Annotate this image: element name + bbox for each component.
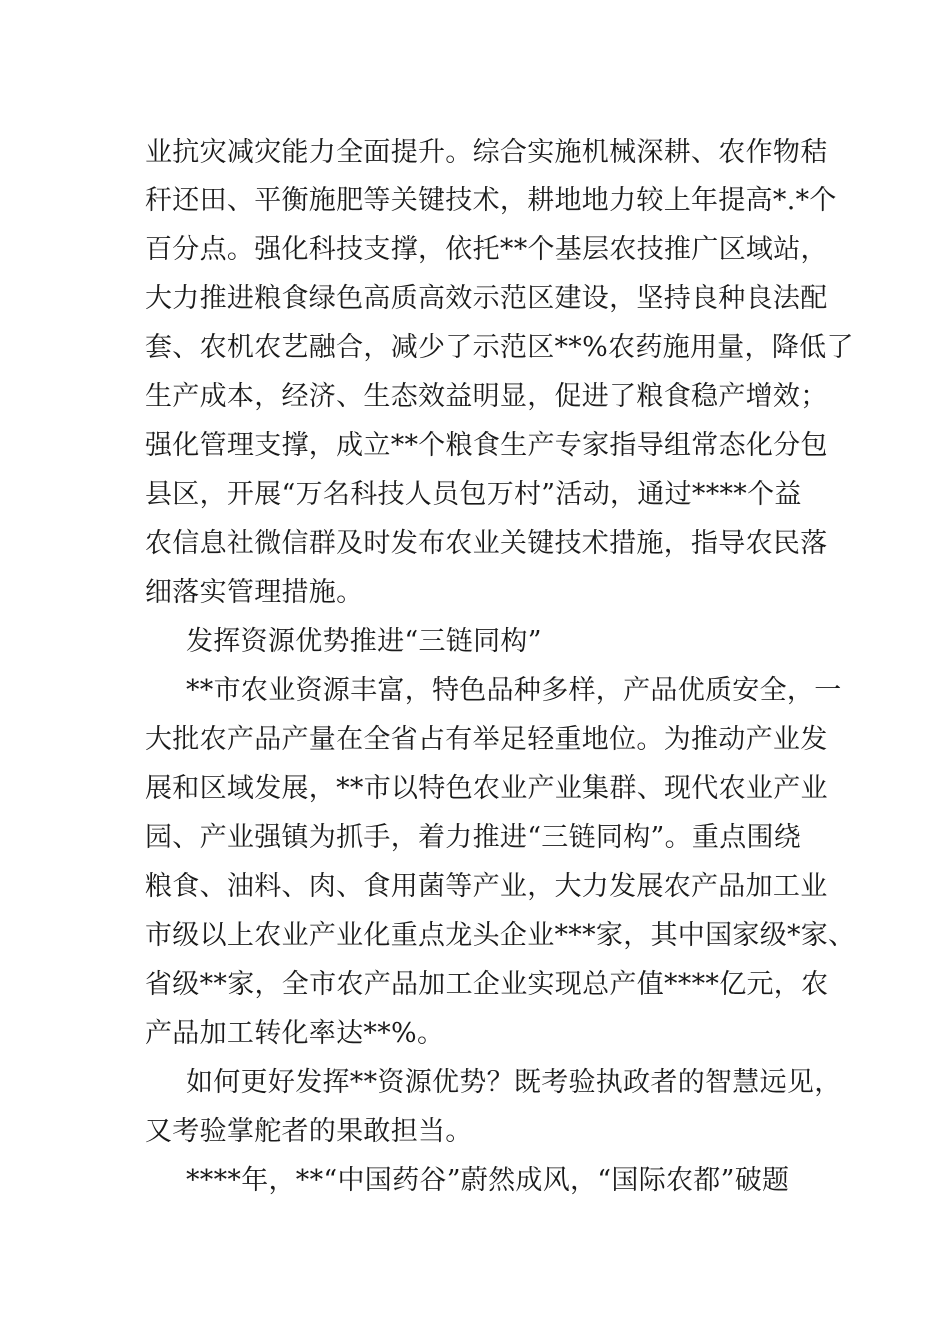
text-line: 如何更好发挥**资源优势？既考验执政者的智慧远见， <box>186 1067 842 1098</box>
text-line: **市农业资源丰富，特色品种多样，产品优质安全，一 <box>186 675 842 706</box>
text-line: 农信息社微信群及时发布农业关键技术措施，指导农民落 <box>145 528 828 559</box>
text-line: 生产成本，经济、生态效益明显，促进了粮食稳产增效； <box>145 381 828 412</box>
text-line: 秆还田、平衡施肥等关键技术，耕地地力较上年提高*.*个 <box>145 185 837 216</box>
text-line: 产品加工转化率达**%。 <box>145 1018 445 1049</box>
text-line: 市级以上农业产业化重点龙头企业***家，其中国家级*家、 <box>145 920 856 951</box>
text-line: 县区，开展“万名科技人员包万村”活动，通过****个益 <box>145 479 802 510</box>
text-line: 强化管理支撑，成立**个粮食生产专家指导组常态化分包 <box>145 430 828 461</box>
section-heading: 发挥资源优势推进“三链同构” <box>186 626 542 657</box>
text-line: 园、产业强镇为抓手，着力推进“三链同构”。重点围绕 <box>145 822 802 853</box>
text-line: ****年，**“中国药谷”蔚然成风，“国际农都”破题 <box>186 1165 790 1196</box>
text-line: 业抗灾减灾能力全面提升。综合实施机械深耕、农作物秸 <box>145 137 828 168</box>
text-line: 粮食、油料、肉、食用菌等产业，大力发展农产品加工业 <box>145 871 828 902</box>
text-line: 又考验掌舵者的果敢担当。 <box>145 1116 473 1147</box>
text-line: 大批农产品产量在全省占有举足轻重地位。为推动产业发 <box>145 724 828 755</box>
text-line: 大力推进粮食绿色高质高效示范区建设，坚持良种良法配 <box>145 283 828 314</box>
text-line: 省级**家，全市农产品加工企业实现总产值****亿元，农 <box>145 969 829 1000</box>
text-line: 百分点。强化科技支撑，依托**个基层农技推广区域站， <box>145 234 828 265</box>
text-line: 套、农机农艺融合，减少了示范区**%农药施用量，降低了 <box>145 332 854 363</box>
text-line: 展和区域发展，**市以特色农业产业集群、现代农业产业 <box>145 773 828 804</box>
text-line: 细落实管理措施。 <box>145 577 364 608</box>
